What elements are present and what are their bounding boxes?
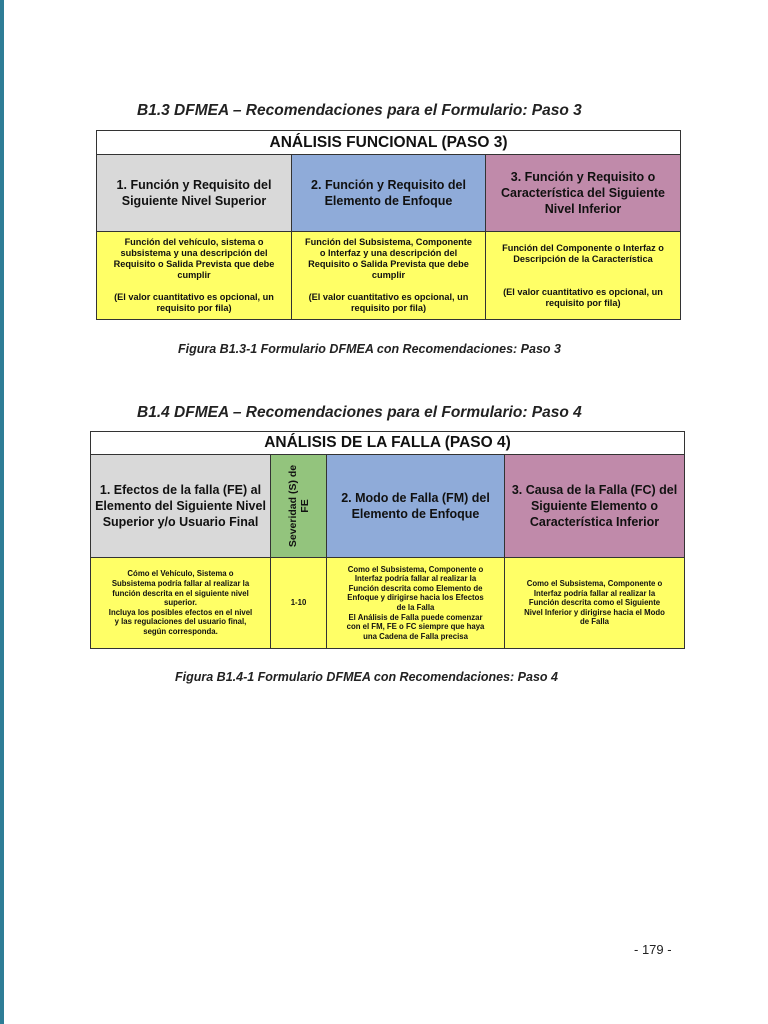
section-heading-b1-3: B1.3 DFMEA – Recomendaciones para el Formulario: Paso 3 [137, 102, 582, 119]
cell-severity: 1-10 [271, 558, 327, 649]
left-margin-bar [0, 0, 4, 1024]
page-number: - 179 - [634, 942, 672, 957]
header-failure-cause: 3. Causa de la Falla (FC) del Siguiente Elemento o Característica Inferior [505, 455, 685, 558]
severity-label: Severidad (S) de FE [286, 464, 311, 548]
cell-next-higher-level: Función del vehículo, sistema o subsistema y una descripción del Requisito o Salida Prevista que debe cumplir (El valor cuantitativo es opcional, un requisito por fila) [97, 232, 292, 320]
figure-caption-b1-4: Figura B1.4-1 Formulario DFMEA con Recomendaciones: Paso 4 [175, 670, 558, 684]
table-title: ANÁLISIS FUNCIONAL (PASO 3) [97, 131, 681, 155]
failure-analysis-table [90, 431, 685, 649]
header-severity [271, 455, 327, 558]
header-failure-mode: 2. Modo de Falla (FM) del Elemento de Enfoque [327, 455, 505, 558]
header-failure-effects: 1. Efectos de la falla (FE) al Elemento del Siguiente Nivel Superior y/o Usuario Final [91, 455, 271, 558]
functional-analysis-table [96, 130, 681, 320]
cell-focus-element: Función del Subsistema, Componente o Interfaz y una descripción del Requisito o Salida Prevista que debe cumplir (El valor cuantitativo es opcional, un requisito por fila) [292, 232, 486, 320]
cell-failure-cause: Como el Subsistema, Componente o Interfaz podría fallar al realizar la Función descrita como el Siguiente Nivel Inferior y dirigirse hacia el Modo de Falla [505, 558, 685, 649]
header-focus-element: 2. Función y Requisito del Elemento de Enfoque [292, 155, 486, 232]
cell-next-lower-level: Función del Componente o Interfaz o Descripción de la Característica (El valor cuantitativo es opcional, un requisito por fila) [486, 232, 681, 320]
table-title: ANÁLISIS DE LA FALLA (PASO 4) [91, 432, 685, 455]
header-next-lower-level: 3. Función y Requisito o Característica del Siguiente Nivel Inferior [486, 155, 681, 232]
cell-failure-effects: Cómo el Vehículo, Sistema o Subsistema podría fallar al realizar la función descrita en el siguiente nivel superior. Incluya los posibles efectos en el nivel y las regulaciones del usuario final, según corresponda. [91, 558, 271, 649]
figure-caption-b1-3: Figura B1.3-1 Formulario DFMEA con Recomendaciones: Paso 3 [178, 342, 561, 356]
cell-failure-mode: Como el Subsistema, Componente o Interfaz podría fallar al realizar la Función descrita como Elemento de Enfoque y dirigirse hacia los Efectos de la Falla El Análisis de Falla puede comenzar con el FM, FE o FC siempre que haya una Cadena de Falla precisa [327, 558, 505, 649]
header-next-higher-level: 1. Función y Requisito del Siguiente Nivel Superior [97, 155, 292, 232]
section-heading-b1-4: B1.4 DFMEA – Recomendaciones para el Formulario: Paso 4 [137, 404, 582, 421]
